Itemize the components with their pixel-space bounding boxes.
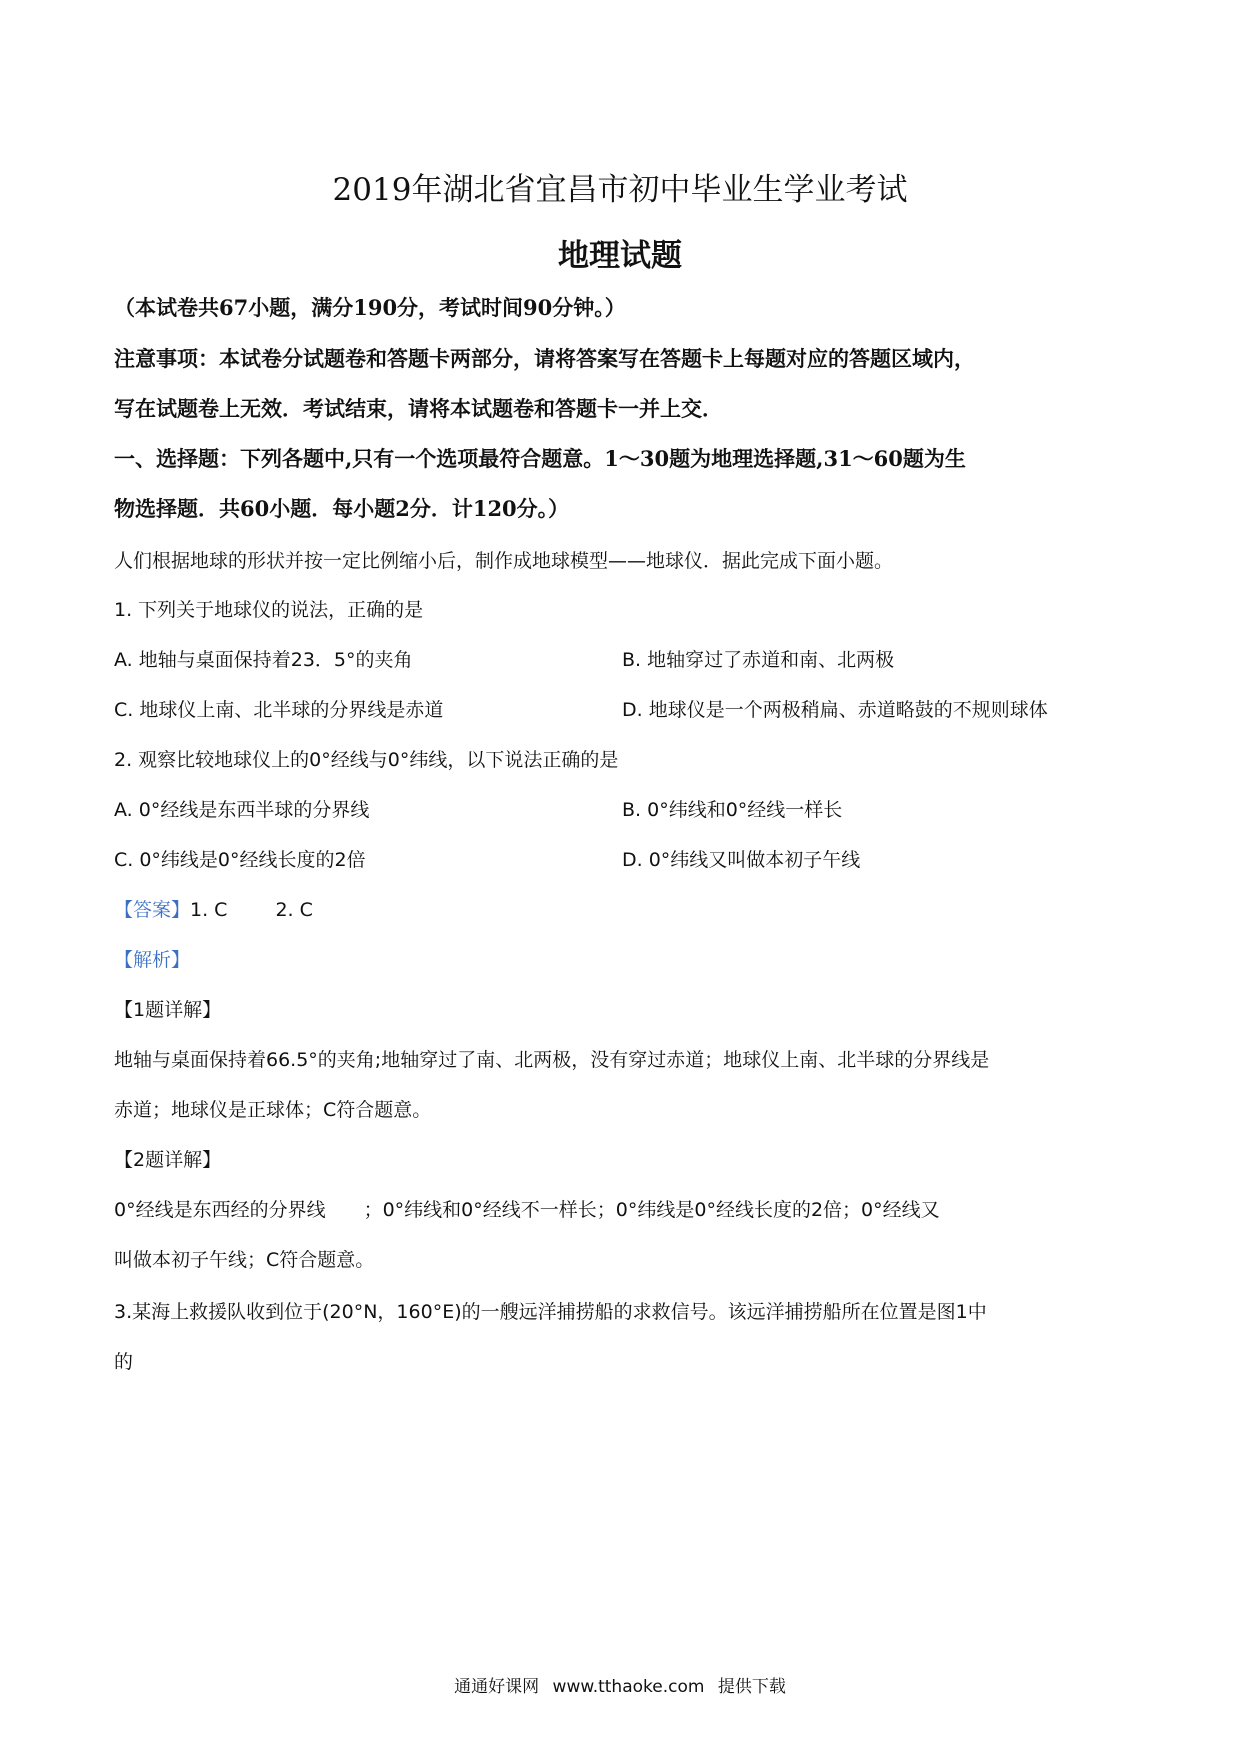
section-heading-line-2: 物选择题．共60小题．每小题2分．计120分。）: [114, 496, 570, 521]
footer-note: 提供下载: [717, 1677, 786, 1697]
detail-2-line-1: 0°经线是东西经的分界线 ；0°纬线和0°经线不一样长；0°纬线是0°经线长度的2倍；0°经线又: [114, 1199, 940, 1221]
answer-2: 2. C: [275, 899, 313, 921]
q3-stem-line-2: 的: [114, 1351, 134, 1373]
q2-option-b: B. 0°纬线和0°经线一样长: [622, 799, 843, 821]
exam-info: （本试卷共67小题，满分190分，考试时间90分钟。）: [114, 295, 626, 320]
section-heading-line-1: 一、选择题：下列各题中,只有一个选项最符合题意。1～30题为地理选择题,31～60题为生: [114, 446, 966, 471]
answer-1: 1. C: [190, 899, 228, 921]
detail-1-label: 【1题详解】: [114, 999, 222, 1021]
notes-line-2: 写在试题卷上无效．考试结束，请将本试题卷和答题卡一并上交．: [114, 396, 723, 421]
q1-option-d: D. 地球仪是一个两极稍扁、赤道略鼓的不规则球体: [622, 699, 1048, 721]
footer-url[interactable]: www.tthaoke.com: [552, 1677, 705, 1697]
answer-row: [114, 895, 313, 922]
q2-stem: 2. 观察比较地球仪上的0°经线与0°纬线，以下说法正确的是: [114, 749, 619, 771]
exam-title: 2019年湖北省宜昌市初中毕业生学业考试: [332, 172, 908, 208]
detail-2-line-2: 叫做本初子午线；C符合题意。: [114, 1249, 375, 1271]
q2-option-c: C. 0°纬线是0°经线长度的2倍: [114, 849, 366, 871]
q3-stem-line-1: 3.某海上救援队收到位于(20°N，160°E)的一艘远洋捕捞船的求救信号。该远洋捕捞船所在位置是图1中: [114, 1301, 987, 1323]
q1-option-b: B. 地轴穿过了赤道和南、北两极: [622, 649, 895, 671]
answer-label: 【答案】: [114, 899, 191, 921]
exam-subtitle: 地理试题: [558, 238, 682, 274]
q2-option-d: D. 0°纬线又叫做本初子午线: [622, 849, 861, 871]
footer-site-name: 通通好课网: [454, 1677, 540, 1697]
passage: 人们根据地球的形状并按一定比例缩小后，制作成地球模型——地球仪．据此完成下面小题。: [114, 550, 894, 572]
notes-line-1: 注意事项：本试卷分试题卷和答题卡两部分，请将答案写在答题卡上每题对应的答题区域内，: [114, 346, 975, 371]
q1-stem: 1. 下列关于地球仪的说法，正确的是: [114, 599, 424, 621]
detail-1-line-1: 地轴与桌面保持着66.5°的夹角;地轴穿过了南、北两极，没有穿过赤道；地球仪上南、北半球的分界线是: [114, 1049, 990, 1071]
page-footer: [0, 1672, 1240, 1697]
q2-option-a: A. 0°经线是东西半球的分界线: [114, 799, 370, 821]
analysis-label: 【解析】: [114, 949, 191, 971]
detail-2-label: 【2题详解】: [114, 1149, 222, 1171]
q1-option-a: A. 地轴与桌面保持着23．5°的夹角: [114, 649, 413, 671]
q1-option-c: C. 地球仪上南、北半球的分界线是赤道: [114, 699, 444, 721]
detail-1-line-2: 赤道；地球仪是正球体；C符合题意。: [114, 1099, 432, 1121]
